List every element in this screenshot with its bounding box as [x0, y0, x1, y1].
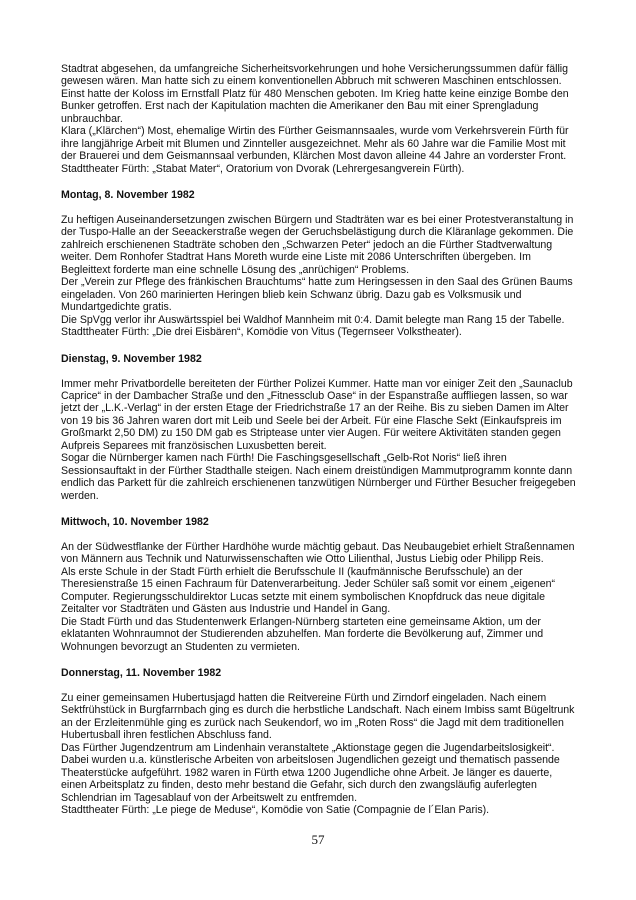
paragraph: An der Südwestflanke der Fürther Hardhöhe wurde mächtig gebaut. Das Neubaugebiet erhielt Straßennamen von Männern aus Technik und Naturwissenschaften wie Otto Lilienthal, Justus Liebig oder Philipp Reis.	[61, 541, 575, 566]
section-wednesday	[61, 516, 579, 653]
paragraph: Als erste Schule in der Stadt Fürth erhielt die Berufsschule II (kaufmännische Berufsschule) an der Theresienstraße 15 einen Fachraum für Datenverarbeitung. Jeder Schüler saß somit vor einem „eigenen“ Computer. Regierungsschuldirektor Lucas setzte mit einem symbolischen Knopfdruck das neue digitale Zeitalter vor Stadträten und Gästen aus Industrie und Handel in Gang.	[61, 565, 556, 616]
section-tuesday	[61, 353, 579, 502]
paragraph: Klara („Klärchen“) Most, ehemalige Wirtin des Fürther Geismannsaales, wurde vom Verkehrsverein Fürth für ihre langjährige Arbeit mit Blumen und Zinnteller ausgezeichnet. Mehr als 60 Jahre war die Familie Most mit der Brauerei und dem Geismannsaal verbunden, Klärchen Most davon alleine 44 Jahre an vorderster Front.	[61, 125, 569, 163]
paragraph: Die SpVgg verlor ihr Auswärtsspiel bei Waldhof Mannheim mit 0:4. Damit belegte man Rang 15 der Tabelle.	[61, 313, 565, 326]
paragraph: Das Fürther Jugendzentrum am Lindenhain veranstaltete „Aktionstage gegen die Jugendarbeitslosigkeit“. Dabei wurden u.a. künstlerische Arbeiten von arbeitslosen Jugendlichen gezeigt und thematisch passende Theaterstücke aufgeführt. 1982 waren in Fürth etwa 1200 Jugendliche ohne Arbeit. Je länger es dauerte, einen Arbeitsplatz zu finden, desto mehr bestand die Gefahr, sich durch den zwangsläufig auferlegten Schlendrian im Tagesablauf von der Arbeitswelt zu entfremden.	[61, 741, 560, 804]
section-monday	[61, 189, 579, 338]
paragraph: Stadttheater Fürth: „Le piege de Meduse“, Komödie von Satie (Compagnie de l´Elan Paris).	[61, 804, 490, 817]
paragraph: Zu heftigen Auseinandersetzungen zwischen Bürgern und Stadträten war es bei einer Protestveranstaltung in der Tuspo-Halle an der Seeackerstraße wegen der Geruchsbelästigung durch die Kläranlage gekommen. Die zahlreich erschienenen Stadträte schoben den „Schwarzen Peter“ jedoch an die Fürther Stadtverwaltung weiter. Dem Ronhofer Stadtrat Hans Moreth wurde eine Liste mit 2086 Unterschriften übergeben. Im Begleittext forderte man eine schnelle Lösung des „anrüchigen“ Problems.	[61, 214, 574, 276]
paragraph: Immer mehr Privatbordelle bereiteten der Fürther Polizei Kummer. Hatte man vor einiger Zeit den „Saunaclub Caprice“ in der Dambacher Straße und den „Fitnessclub Oase“ in der Espanstraße auffliegen lassen, so war jetzt der „L.K.-Verlag“ in der ersten Etage der Friedrichstraße 17 an der Reihe. Bis zu sieben Damen im Alter von 19 bis 36 Jahren waren dort mit Leib und Seele bei der Arbeit. Für eine Flasche Sekt (Einkaufspreis im Großmarkt 2,50 DM) zu 150 DM gab es Striptease unter vier Augen. Für weitere Aktivitäten standen gegen Aufpreis Separees mit französischen Luxusbetten bereit.	[61, 377, 573, 452]
page-number: 57	[311, 832, 325, 847]
date-heading: Montag, 8. November 1982	[61, 189, 195, 202]
date-heading: Donnerstag, 11. November 1982	[61, 667, 222, 680]
document-body	[61, 63, 579, 817]
section-thursday	[61, 667, 579, 816]
date-heading: Dienstag, 9. November 1982	[61, 352, 202, 365]
paragraph: Zu einer gemeinsamen Hubertusjagd hatten die Reitvereine Fürth und Zirndorf eingeladen. Nach einem Sektfrühstück in Burgfarrnbach ging es durch die herbstliche Landschaft. Nach einem Imbiss samt Bügeltrunk an der Erzleitenmühle ging es zurück nach Seukendorf, wo im „Roten Ross“ die Jagd mit dem traditionellen Hubertusball ihren festlichen Abschluss fand.	[61, 692, 575, 742]
paragraph: Der „Verein zur Pflege des fränkischen Brauchtums“ hatte zum Heringsessen in den Saal des Grünen Baums eingeladen. Von 260 marinierten Heringen blieb kein Schwanz übrig. Dazu gab es Volksmusik und Mundartgedichte gratis.	[61, 276, 573, 314]
date-heading: Mittwoch, 10. November 1982	[61, 516, 209, 529]
paragraph: Sogar die Nürnberger kamen nach Fürth! Die Faschingsgesellschaft „Gelb-Rot Noris“ ließ ihren Sessionsauftakt in der Fürther Stadthalle steigen. Nach einem dreistündigen Mammutprogramm konnte dann endlich das Parkett für die zahlreich erschienenen tanzwütigen Nürnberger und Fürther Besucher freigegeben werden.	[61, 452, 576, 502]
paragraph: Stadttheater Fürth: „Die drei Eisbären“, Komödie von Vitus (Tegernseer Volkstheater).	[61, 326, 462, 339]
paragraph: Die Stadt Fürth und das Studentenwerk Erlangen-Nürnberg starteten eine gemeinsame Aktion, um der eklatanten Wohnraumnot der Studierenden abzuhelfen. Man forderte die Bevölkerung auf, Zimmer und Wohnungen bevorzugt an Studenten zu vermieten.	[61, 615, 544, 653]
intro-block	[61, 63, 579, 175]
paragraph: Stadtrat abgesehen, da umfangreiche Sicherheitsvorkehrungen und hohe Versicherungssummen dafür fällig gewesen wären. Man hatte sich zu einem konventionellen Abbruch mit schweren Maschinen entschlossen. Einst hatte der Koloss im Ernstfall Platz für 480 Menschen geboten. Im Krieg hatte keine einzige Bombe den Bunker getroffen. Erst nach der Kapitulation machten die Amerikaner den Bau mit einer Sprengladung unbrauchbar.	[61, 63, 569, 125]
paragraph: Stadttheater Fürth: „Stabat Mater“, Oratorium von Dvorak (Lehrergesangverein Fürth).	[61, 162, 465, 175]
